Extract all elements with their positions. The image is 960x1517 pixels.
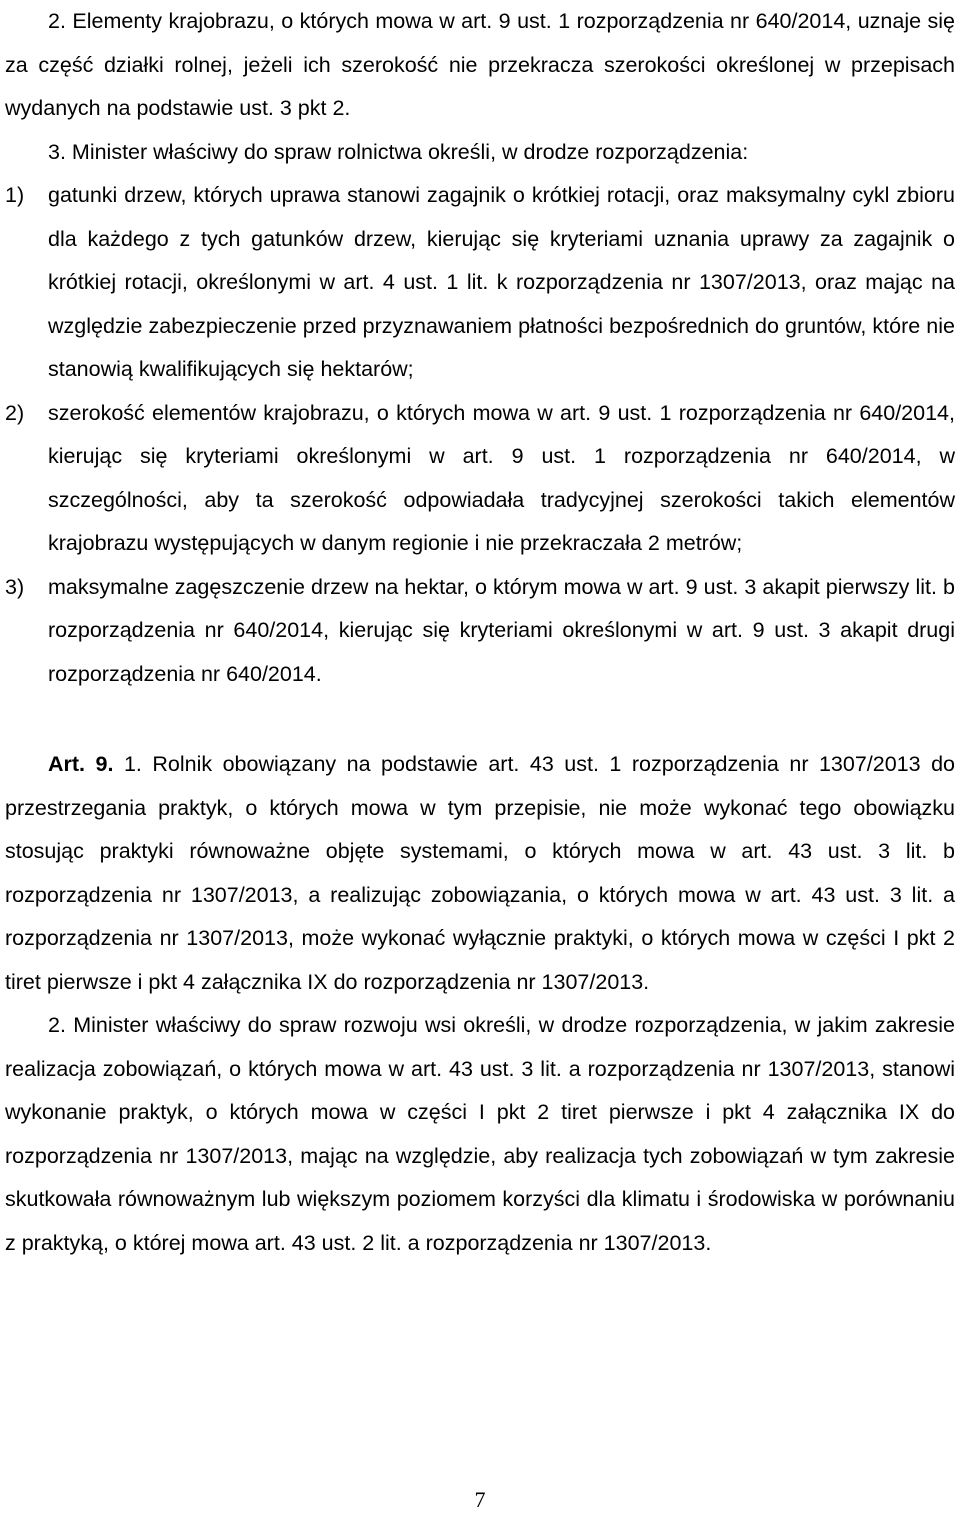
- list-item-text: szerokość elementów krajobrazu, o których mowa w art. 9 ust. 1 rozporządzenia nr 640/2014, kierując się kryteriami określonymi w art. 9 ust. 1 rozporządzenia nr 640/2014, w szczególności, aby ta szerokość odpowiadała tradycyjnej szerokości takich elementów krajobrazu występujących w danym regionie i nie przekraczała 2 metrów;: [48, 400, 955, 555]
- document-page: [5, 0, 955, 1265]
- list-item-text: maksymalne zagęszczenie drzew na hektar, o którym mowa w art. 9 ust. 3 akapit pierwszy lit. b rozporządzenia nr 640/2014, kierując się kryteriami określonymi w art. 9 ust. 3 akapit drugi rozporządzenia nr 640/2014.: [48, 574, 955, 686]
- section-gap: [5, 696, 955, 743]
- article-9-ust-2: 2. Minister właściwy do spraw rozwoju wsi określi, w drodze rozporządzenia, w jakim zakresie realizacja zobowiązań, o których mowa w art. 43 ust. 3 lit. a rozporządzenia nr 1307/2013, stanowi wykonanie praktyk, o których mowa w części I pkt 2 tiret pierwsze i pkt 4 załącznika IX do rozporządzenia nr 1307/2013, mając na względzie, aby realizacja tych zobowiązań w tym zakresie skutkowała równoważnym lub większym poziomem korzyści dla klimatu i środowiska w porównaniu z praktyką, o której mowa art. 43 ust. 2 lit. a rozporządzenia nr 1307/2013.: [5, 1013, 955, 1255]
- list-item-number: 3): [5, 574, 25, 599]
- list-item: [5, 392, 955, 566]
- list-item-number: 2): [5, 400, 25, 425]
- article-9-text: 1. Rolnik obowiązany na podstawie art. 43 ust. 1 rozporządzenia nr 1307/2013 do przestrzegania praktyk, o których mowa w tym przepisie, nie może wykonać tego obowiązku stosując praktyki równoważne objęte systemami, o których mowa w art. 43 ust. 3 lit. b rozporządzenia nr 1307/2013, a realizując zobowiązania, o których mowa w art. 43 ust. 3 lit. a rozporządzenia nr 1307/2013, może wykonać wyłącznie praktyki, o których mowa w części I pkt 2 tiret pierwsze i pkt 4 załącznika IX do rozporządzenia nr 1307/2013.: [5, 752, 956, 994]
- paragraph-ust-3: 3. Minister właściwy do spraw rolnictwa określi, w drodze rozporządzenia:: [48, 139, 749, 164]
- paragraph-ust-2: 2. Elementy krajobrazu, o których mowa w art. 9 ust. 1 rozporządzenia nr 640/2014, uznaje się za część działki rolnej, jeżeli ich szerokość nie przekracza szerokości określonej w przepisach wydanych na podstawie ust. 3 pkt 2.: [5, 9, 955, 120]
- article-9-paragraph: [5, 743, 955, 1004]
- article-label: Art. 9.: [48, 752, 114, 776]
- list-item-text: gatunki drzew, których uprawa stanowi zagajnik o krótkiej rotacji, oraz maksymalny cykl zbioru dla każdego z tych gatunków drzew, kierując się kryteriami uznania uprawy za zagajnik o krótkiej rotacji, określonymi w art. 4 ust. 1 lit. k rozporządzenia nr 1307/2013, oraz mając na względzie zabezpieczenie przed przyznawaniem płatności bezpośrednich do gruntów, które nie stanowią kwalifikujących się hektarów;: [48, 183, 955, 381]
- list-item: [5, 566, 955, 697]
- list-item: [5, 174, 955, 392]
- list-item-number: 1): [5, 183, 25, 207]
- page-number: 7: [474, 1487, 486, 1512]
